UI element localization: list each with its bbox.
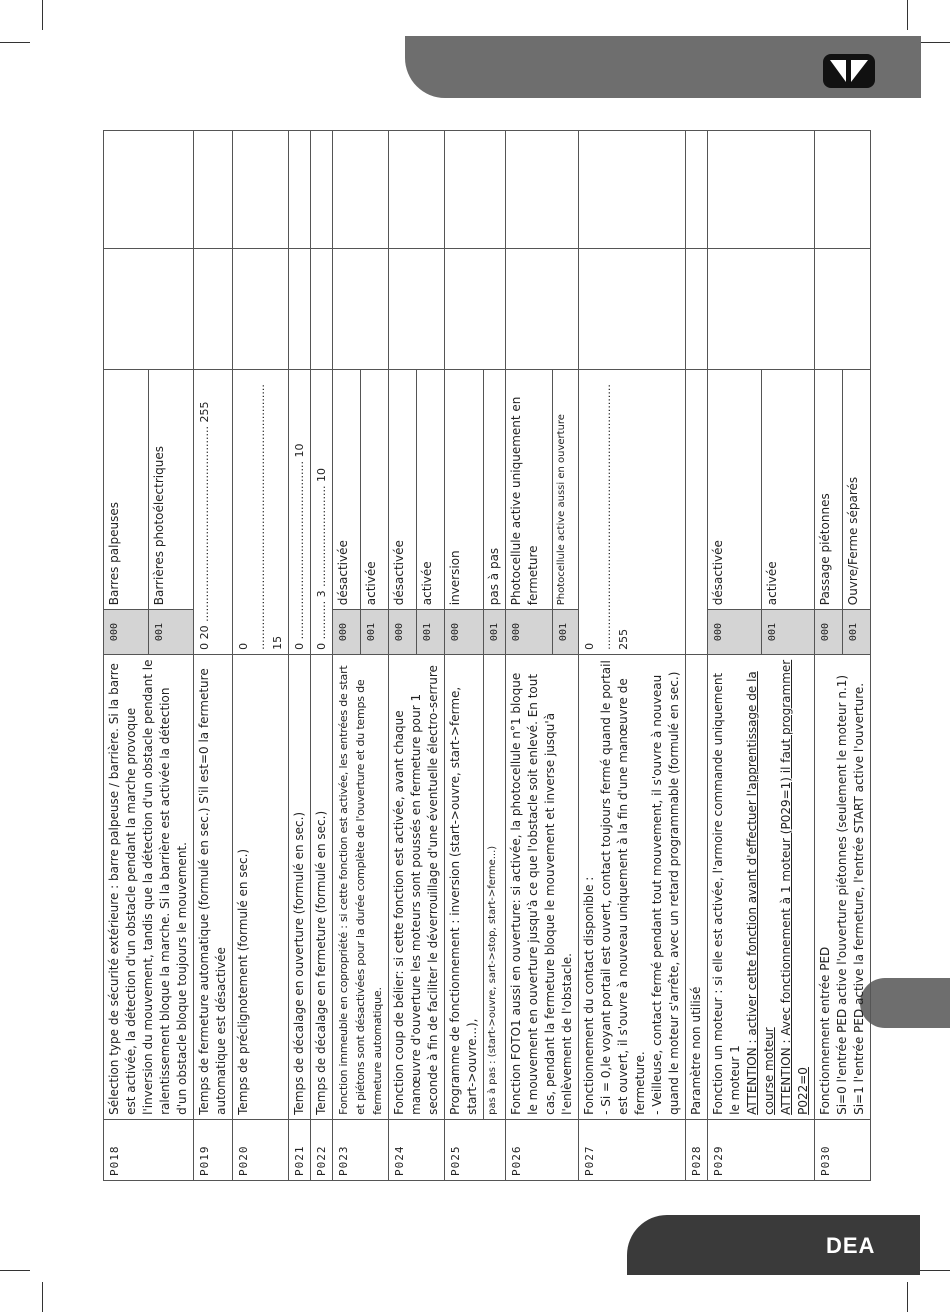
param-description xyxy=(815,654,871,1119)
parameter-table xyxy=(103,130,871,1181)
param-code: P025 xyxy=(445,1119,506,1180)
crop-mark xyxy=(920,1270,950,1271)
table-row xyxy=(815,131,843,1181)
blank-cell xyxy=(579,131,686,249)
table-row xyxy=(506,131,553,1181)
option-value: 000 xyxy=(104,610,149,655)
blank-cell xyxy=(333,131,389,249)
param-code: P021 xyxy=(289,1119,311,1180)
option-value: 001 xyxy=(843,610,871,655)
table-row xyxy=(194,131,233,1181)
option-value: 001 xyxy=(484,610,506,655)
option-value: 000 xyxy=(815,610,843,655)
crop-mark xyxy=(907,1282,908,1312)
option-value: 000 xyxy=(506,610,553,655)
blank-cell xyxy=(233,131,289,249)
param-description: Programme de fonctionnement : inversion (start->ouvre, start->ferme, start->ouvre...), xyxy=(445,654,484,1119)
param-description: Paramètre non utilisé xyxy=(686,654,708,1119)
param-description: Temps de fermeture automatique (formulé en sec.) S'il est=0 la fermeture automatique est désactivée xyxy=(194,654,233,1119)
option-value: 000 xyxy=(389,610,417,655)
table-row xyxy=(445,131,484,1181)
option-value: 001 xyxy=(361,610,389,655)
param-code: P024 xyxy=(389,1119,445,1180)
param-code: P027 xyxy=(579,1119,686,1180)
option-label: activée xyxy=(761,370,815,610)
param-description-line: Si=0 l'entrée PED active l'ouverture piétonnes (seulement le moteur n.1) xyxy=(835,674,849,1115)
table-row xyxy=(708,131,762,1181)
option-label: Photocellule active aussi en ouverture xyxy=(552,370,578,610)
option-value: 001 xyxy=(761,610,815,655)
blank-cell xyxy=(506,131,579,249)
blank-cell xyxy=(708,131,815,249)
param-description xyxy=(579,654,686,1119)
option-label: inversion xyxy=(445,370,484,610)
param-range: 0 ................................................... 10 xyxy=(289,370,311,655)
table-row xyxy=(289,131,311,1181)
blank-cell xyxy=(311,249,333,370)
blank-cell xyxy=(815,131,871,249)
blank-cell xyxy=(708,249,815,370)
option-label: désactivée xyxy=(389,370,417,610)
param-description: pas à pas : (start->ouvre, sart->stop, start->ferme...) xyxy=(484,654,506,1119)
crop-mark xyxy=(42,1282,43,1312)
param-description-line: Fonction un moteur : si elle est activée, l'armoire commande uniquement le moteur 1 xyxy=(711,672,742,1115)
param-code: P029 xyxy=(708,1119,815,1180)
param-description-line: - Si = 0,le voyant portail est ouvert, contact toujours fermé quand le portail est ouvert, il s'ouvre à nouveau uniquement à la fin d'une manœuvre de fermeture. xyxy=(599,660,647,1115)
table-row xyxy=(333,131,361,1181)
blank-cell xyxy=(233,249,289,370)
table-row xyxy=(686,131,708,1181)
table-row xyxy=(104,131,149,1181)
blank-cell xyxy=(311,131,333,249)
blank-cell xyxy=(333,249,389,370)
param-description: Fonction immeuble en copropriété : si cette fonction est activée, les entrées de start et piétons sont désactivées pour la durée complète de l'ouverture et du temps de fermeture automatique. xyxy=(333,654,389,1119)
param-description: Fonction FOTO1 aussi en ouverture: si activée, la photocellule n°1 bloque le mouvement en ouverture jusqu'à ce que l'obstacle soit enlevé. En tout cas, pendant la fermeture bloque le mouvement et inverse jusqu'à l'enlèvement de l'obstacle. xyxy=(506,654,579,1119)
option-label: Passage piétonnes xyxy=(815,370,843,610)
blank-cell xyxy=(289,249,311,370)
param-range: 0 ........... 3 ............................. 10 xyxy=(311,370,333,655)
option-label: Barres palpeuses xyxy=(104,370,149,610)
blank-cell xyxy=(194,131,233,249)
option-value: 001 xyxy=(417,610,445,655)
crop-mark xyxy=(920,42,950,43)
param-code: P018 xyxy=(104,1119,194,1180)
blank-cell xyxy=(445,249,506,370)
option-label: Ouvre/Ferme séparés xyxy=(843,370,871,610)
blank-cell xyxy=(289,131,311,249)
table-row xyxy=(311,131,333,1181)
blank-cell xyxy=(686,370,708,655)
option-value: 000 xyxy=(708,610,762,655)
option-label: Photocellule active uniquement en fermeture xyxy=(506,370,553,610)
blank-cell xyxy=(194,249,233,370)
table-row xyxy=(389,131,417,1181)
footer-tab xyxy=(627,1215,920,1275)
blank-cell xyxy=(815,249,871,370)
param-description: Temps de décalage en ouverture (formulé en sec.) xyxy=(289,654,311,1119)
param-code: P023 xyxy=(333,1119,389,1180)
param-range: 0 ............................................................................ 255 xyxy=(579,370,686,655)
param-code: P030 xyxy=(815,1119,871,1180)
param-range: 0 20 ........................................................ 255 xyxy=(194,370,233,655)
crop-mark xyxy=(907,0,908,30)
blank-cell xyxy=(389,249,445,370)
param-description-text: Sélection type de sécurité extérieure : barre palpeuse / barrière. Si la barre est activée, la détection d'un obstacle pendant la marche provoque l'inversion du mouvement, tandis que la détection d'un obstacle pendant le ralentissement bloque la marche. Si la barrière est activée la détection d'un obstacle bloque toujours le mouvement. xyxy=(107,659,189,1115)
param-description-line: Fonctionnement entrée PED xyxy=(818,946,832,1115)
option-label: désactivée xyxy=(708,370,762,610)
brand-logo: DEA xyxy=(826,1233,876,1258)
crop-mark xyxy=(42,0,43,30)
option-value: 000 xyxy=(333,610,361,655)
warning-text: ATTENTION : Avec fonctionnement à 1 moteur (P029=1) il faut programmer P022=0 xyxy=(779,659,810,1115)
param-range: 0 ............................................................................ 15 xyxy=(233,370,289,655)
param-description: Temps de décalage en fermeture (formulé en sec.) xyxy=(311,654,333,1119)
param-description-line: - Veilleuse, contact fermé pendant tout mouvement, il s'ouvre à nouveau quand le moteur s'arrête, avec un retard programmable (formulé en sec.) xyxy=(650,671,681,1115)
crop-mark xyxy=(0,42,30,43)
blank-cell xyxy=(104,131,194,249)
blank-cell xyxy=(104,249,194,370)
option-value: 001 xyxy=(149,610,194,655)
blank-cell xyxy=(389,131,445,249)
blank-cell xyxy=(686,249,708,370)
warning-text: ATTENTION : activer cette fonction avant d'effectuer l'apprentissage de la course moteur xyxy=(745,671,776,1115)
option-label: pas à pas xyxy=(484,370,506,610)
param-code: P026 xyxy=(506,1119,579,1180)
param-description xyxy=(104,654,194,1119)
param-code: P028 xyxy=(686,1119,708,1180)
param-description xyxy=(708,654,815,1119)
brand-badge-icon xyxy=(823,54,875,88)
option-value: 001 xyxy=(552,610,578,655)
param-description: Fonction coup de bélier: si cette fonction est activée, avant chaque manœuvre d'ouverture les moteurs sont poussés en fermeture pour 1 seconde à fin de faciliter le déverrouillage d'une éventuelle électro-serrure xyxy=(389,654,445,1119)
param-code: P022 xyxy=(311,1119,333,1180)
param-code: P020 xyxy=(233,1119,289,1180)
option-value: 000 xyxy=(445,610,484,655)
crop-mark xyxy=(0,1270,30,1271)
param-description-line: Fonctionnement du contact disponible : xyxy=(582,876,596,1115)
param-code: P019 xyxy=(194,1119,233,1180)
option-label: activée xyxy=(417,370,445,610)
table-row xyxy=(233,131,289,1181)
table-row xyxy=(579,131,686,1181)
param-description-line: Si=1 l'entrée PED active la fermeture, l'entrée START active l'ouverture. xyxy=(852,682,866,1115)
parameter-table-rotated xyxy=(103,130,925,1181)
blank-cell xyxy=(445,131,506,249)
blank-cell xyxy=(579,249,686,370)
option-label: désactivée xyxy=(333,370,361,610)
option-label: Barrières photoélectriques xyxy=(149,370,194,610)
option-label: activée xyxy=(361,370,389,610)
param-description: Temps de préclignotement (formulé en sec.) xyxy=(233,654,289,1119)
blank-cell xyxy=(506,249,579,370)
blank-cell xyxy=(686,131,708,249)
